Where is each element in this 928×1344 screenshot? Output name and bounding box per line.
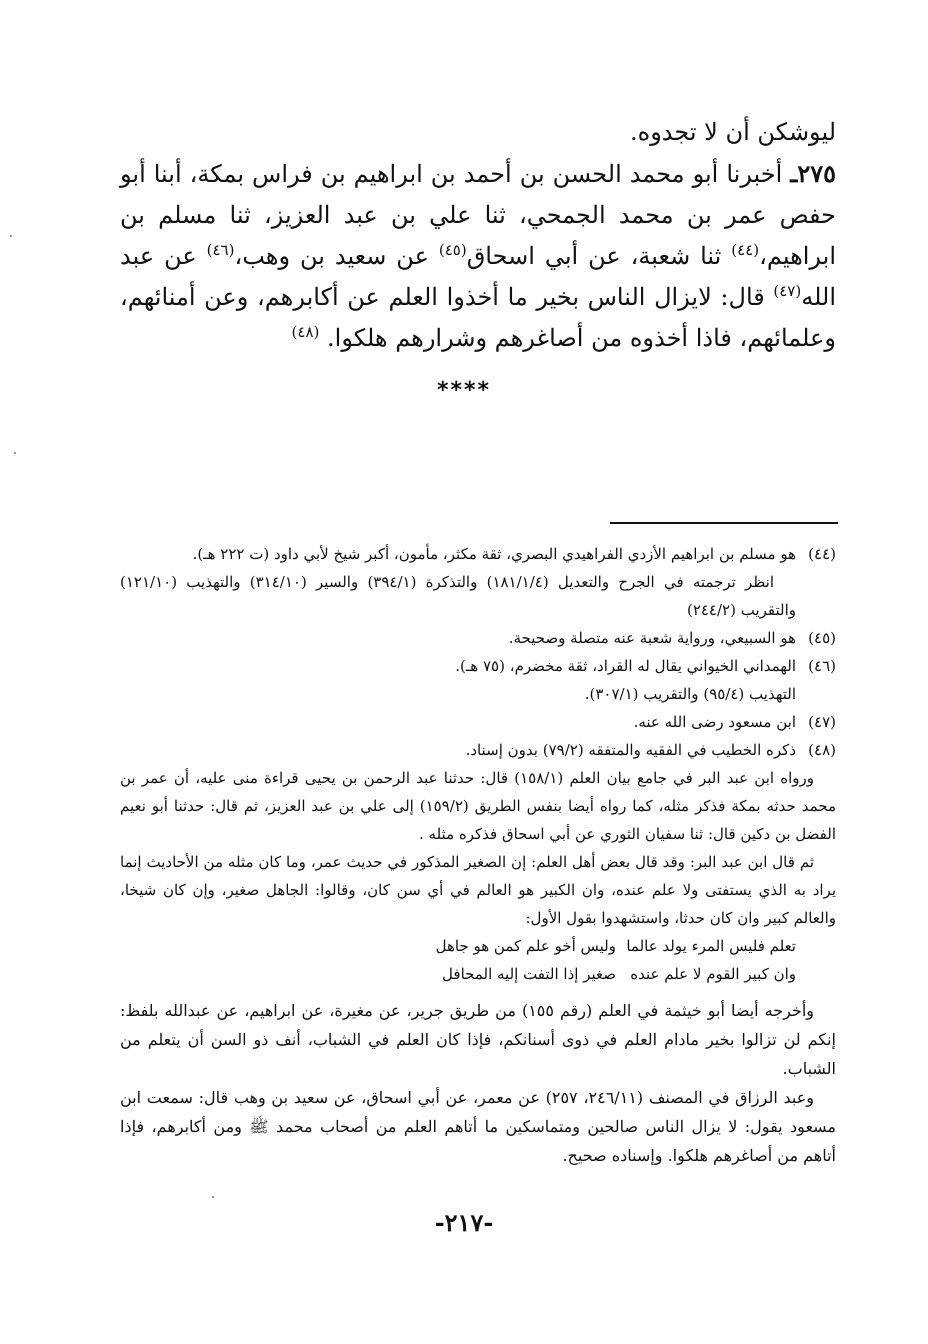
hadith-275 — [120, 153, 836, 359]
footnote-text: هو السبيعي، ورواية شعبة عنه متصلة وصحيحة. — [508, 629, 796, 647]
footnote-47 — [120, 708, 836, 736]
footnote-key: (٤٥) — [808, 629, 836, 647]
footnote-key: (٤٦) — [808, 657, 836, 675]
scan-speck — [14, 452, 16, 454]
hadith-text-a: أخبرنا أبو محمد الحسن بن أحمد بن ابراهيم بن فراس بمكة، أبنا أبو حفص عمر بن محمد الجمحي، ثنا علي بن عبد العزيز، ثنا مسلم بن ابراهيم، — [120, 160, 836, 270]
verse-2-second-half: صغير إذا التفت إليه المحافل — [442, 965, 616, 983]
footnote-text: ابن مسعود رضى الله عنه. — [633, 713, 796, 731]
verse-1-first-half: تعلم فليس المرء يولد عالما — [626, 937, 796, 955]
footnote-44 — [120, 540, 836, 568]
footnote-48-para-3: وأخرجه أيضا أبو خيثمة في العلم (رقم ١٥٥) من طريق جرير، عن مغيرة، عن ابراهيم، عن عبدالله بلفظ: إنكم لن تزالوا بخير مادام العلم في ذوى أسنانكم، فإذا كان العلم في الشباب، أنف ذو السن أن يتعلم من الشباب. — [120, 1001, 837, 1078]
footnote-ref-47[interactable]: (٤٧) — [773, 282, 802, 300]
hadith-text-b: ثنا شعبة، عن أبي اسحاق — [466, 242, 732, 270]
footnote-ref-45[interactable]: (٤٥) — [438, 241, 467, 259]
page-number: -٢١٧- — [434, 1208, 494, 1237]
footnote-46-more: التهذيب (٩٥/٤) والتقريب (٣٠٧/١). — [584, 685, 796, 703]
footnote-key: (٤٧) — [808, 713, 836, 731]
footnote-text: الهمداني الخيواني يقال له القراد، ثقة مخضرم، (٧٥ هـ). — [455, 657, 796, 675]
footnote-key: (٤٤) — [808, 545, 836, 563]
scan-speck — [212, 1196, 214, 1198]
hadith-text-d: عن عبد الله — [120, 242, 836, 311]
scan-speck — [10, 235, 12, 237]
footnote-44-more: انظر ترجمته في الجرح والتعديل (١٨١/١/٤) والتذكرة (٣٩٤/١) والسير (٣١٤/١٠) والتهذيب (١٢١/١٠) والتقريب (٢٤٤/٢) — [120, 573, 796, 619]
verse-1-second-half: وليس أخو علم كمن هو جاهل — [435, 937, 616, 955]
hadith-number: ٢٧٥ـ — [790, 159, 836, 188]
footnote-rule — [610, 522, 838, 524]
hadith-text-e: قال: لايزال الناس بخير ما أخذوا العلم عن أكابرهم، وعن أمنائهم، وعلمائهم، فاذا أخذوه من أصاغرهم وشرارهم هلكوا. — [120, 283, 836, 352]
footnote-text: هو مسلم بن ابراهيم الأزدي الفراهيدي البصري، ثقة مكثر، مأمون، أكبر شيخ لأبي داود (ت ٢٢٢ هـ). — [192, 545, 796, 563]
footnote-key: (٤٨) — [808, 741, 836, 759]
footnote-ref-44[interactable]: (٤٤) — [731, 241, 760, 259]
footnote-46 — [120, 652, 836, 680]
footnote-text: ذكره الخطيب في الفقيه والمتفقه (٧٩/٢) بدون إسناد. — [465, 741, 796, 759]
main-text — [120, 112, 836, 359]
verse-2-first-half: وان كبير القوم لا علم عنده — [630, 965, 796, 983]
footnote-ref-46[interactable]: (٤٦) — [206, 241, 235, 259]
footnote-48-para-1: ورواه ابن عبد البر في جامع بيان العلم (١٥٨/١) قال: حدثنا عبد الرحمن بن يحيى قراءة منى عليه، أن عمر بن محمد حدثه بمكة فذكر مثله، كما رواه أيضا بنفس الطريق (١٥٩/٢) إلى علي بن عبد العزيز، ثم قال: حدثنا أبو نعيم الفضل بن دكين قال: ثنا سفيان الثوري عن أبي اسحاق فذكره مثله . — [120, 769, 836, 843]
hadith-text-c: عن سعيد بن وهب، — [234, 242, 439, 270]
footnotes — [120, 540, 836, 1170]
footnote-48-para-4: وعبد الرزاق في المصنف (٢٤٦/١١، ٢٥٧) عن معمر، عن أبي اسحاق، عن سعيد بن وهب قال: سمعت ابن مسعود يقول: لا يزال الناس صالحين ومتماسكين ما أتاهم العلم من أصحاب محمد ﷺ ومن أكابرهم، فإذا أتاهم من أصاغرهم هلكوا. وإسناده صحيح. — [120, 1088, 836, 1165]
footnote-ref-48[interactable]: (٤٨) — [291, 323, 320, 341]
footnote-45 — [120, 624, 836, 652]
line-continuation: ليوشكن أن لا تجدوه. — [629, 118, 836, 146]
section-separator: **** — [436, 378, 492, 403]
poem-verse-2 — [120, 960, 836, 988]
footnote-48-para-2: ثم قال ابن عبد البر: وقد قال بعض أهل العلم: إن الصغير المذكور في حديث عمر، وما كان مثله من الأحاديث إنما يراد به الذي يستفتى ولا علم عنده، وان الكبير هو العالم في أي سن كان، وقالوا: الجاهل صغير، وإن كان شيخا، والعالم كبير وان كان حدثا، واستشهدوا بقول الأول: — [120, 853, 836, 927]
footnote-48 — [120, 736, 836, 764]
poem-verse-1 — [120, 932, 836, 960]
